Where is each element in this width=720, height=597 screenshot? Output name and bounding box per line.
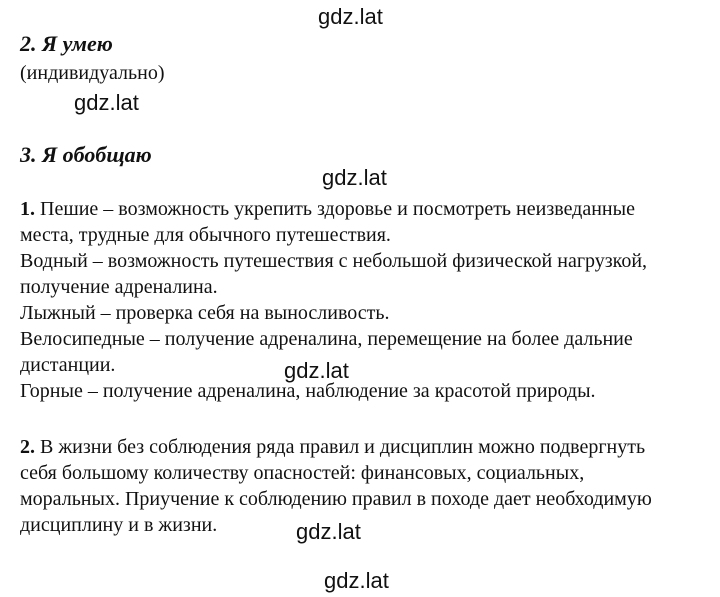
answer-2-text: В жизни без соблюдения ряда правил и дисциплин можно подвергнуть bbox=[35, 436, 646, 458]
answer-1 bbox=[20, 196, 710, 404]
answer-2-line bbox=[20, 434, 710, 460]
answer-1-line: Водный – возможность путешествия с небольшой физической нагрузкой, bbox=[20, 250, 648, 272]
answer-1-line: получение адреналина. bbox=[20, 276, 218, 298]
answer-2-number: 2. bbox=[20, 436, 35, 458]
answer-1-line: Горные – получение адреналина, наблюдение за красотой природы. bbox=[20, 380, 596, 402]
watermark-center: gdz.lat bbox=[284, 358, 349, 383]
watermark-top: gdz.lat bbox=[318, 4, 383, 29]
section-2-note: (индивидуально) bbox=[20, 62, 165, 84]
answer-1-number: 1. bbox=[20, 198, 35, 220]
watermark-upper-left: gdz.lat bbox=[74, 90, 139, 115]
section-2-heading: 2. Я умею bbox=[20, 31, 113, 56]
answer-1-line: Лыжный – проверка себя на выносливость. bbox=[20, 302, 390, 324]
answer-2 bbox=[20, 434, 710, 538]
answer-1-line: Велосипедные – получение адреналина, перемещение на более дальние bbox=[20, 328, 633, 350]
section-3-heading: 3. Я обобщаю bbox=[20, 142, 152, 167]
answer-1-line bbox=[20, 196, 710, 222]
answer-2-line: моральных. Приучение к соблюдению правил в походе дает необходимую bbox=[20, 488, 652, 510]
answer-2-line: себя большому количеству опасностей: финансовых, социальных, bbox=[20, 462, 585, 484]
watermark-bottom: gdz.lat bbox=[324, 568, 389, 593]
watermark-lower: gdz.lat bbox=[296, 519, 361, 544]
watermark-middle: gdz.lat bbox=[322, 165, 387, 190]
answer-1-line: дистанции. bbox=[20, 354, 116, 376]
answer-1-text: Пешие – возможность укрепить здоровье и посмотреть неизведанные bbox=[35, 198, 635, 220]
answer-2-line: дисциплину и в жизни. bbox=[20, 514, 218, 536]
answer-1-line: места, трудные для обычного путешествия. bbox=[20, 224, 391, 246]
